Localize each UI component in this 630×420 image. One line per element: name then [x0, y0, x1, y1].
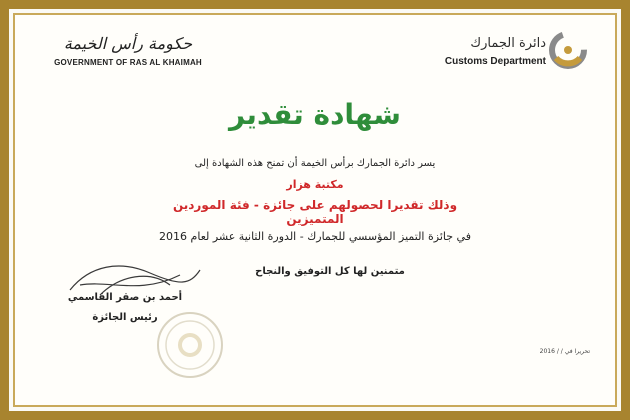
recipient-name: مكتبة هزار: [286, 178, 344, 191]
award-reason: وذلك تقديرا لحصولهم على جائزة - فئة الموردين المتميزين: [172, 198, 458, 226]
event-text: في جائزة التميز المؤسسي للجمارك - الدورة الثانية عشر لعام 2016: [159, 230, 471, 243]
date-line: تحريرا في / / 2016: [539, 348, 590, 355]
signer-title: رئيس الجائزة: [92, 312, 158, 323]
government-name-arabic: حكومة رأس الخيمة: [63, 34, 193, 53]
customs-logo-icon: [548, 30, 588, 70]
signer-name: أحمد بن صقر القاسمي: [67, 292, 183, 303]
government-name-english: GOVERNMENT OF RAS AL KHAIMAH: [54, 58, 202, 67]
intro-text: يسر دائرة الجمارك برأس الخيمة أن تمنح هذه الشهادة إلى: [194, 158, 436, 169]
seal-icon: [150, 305, 230, 385]
certificate-title: شهادة تقدير: [229, 98, 401, 131]
customs-name-english: Customs Department: [444, 56, 546, 67]
customs-name-arabic: دائرة الجمارك: [470, 36, 546, 51]
wishes-text: متمنين لها كل التوفيق والنجاح: [255, 266, 405, 277]
